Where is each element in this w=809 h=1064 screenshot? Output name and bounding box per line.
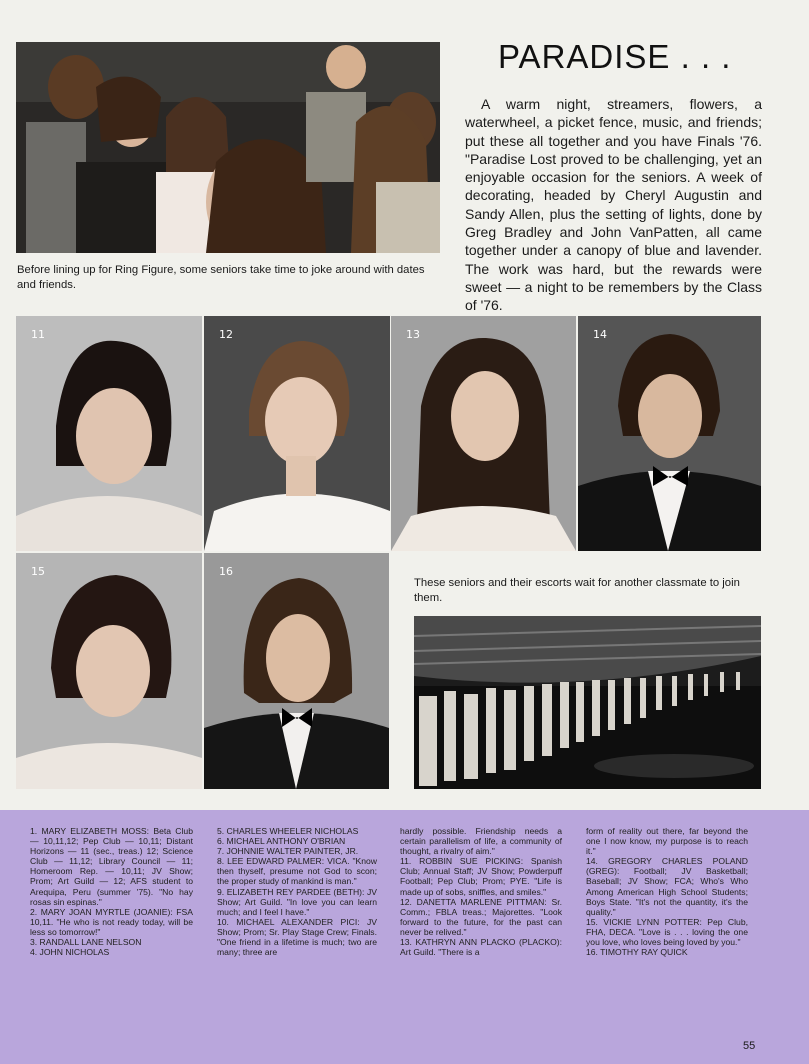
bio-column-2 xyxy=(217,826,377,957)
bio-entry: 14. GREGORY CHARLES POLAND (GREG): Football; JV Basketball; Baseball; JV Show; FCA; Who's Who Among American High School Students; Boys State. "It's not the quantity, it's the quality." xyxy=(586,856,748,917)
bio-column-3 xyxy=(400,826,562,957)
bio-entry: form of reality out there, far beyond the one I now know, my purpose is to reach it." xyxy=(586,826,748,857)
bio-column-1 xyxy=(30,826,193,957)
portrait-16 xyxy=(204,553,389,789)
bio-entry: 11. ROBBIN SUE PICKING: Spanish Club; Annual Staff; JV Show; Powderpuff Football; Pep Club; Prom; PYE. "Life is made up of sobs, sniffles, and smiles." xyxy=(400,856,562,897)
bio-entry: 6. MICHAEL ANTHONY O'BRIAN xyxy=(217,836,346,847)
bio-entry: 5. CHARLES WHEELER NICHOLAS xyxy=(217,826,359,836)
portrait-number: 15 xyxy=(31,565,45,578)
portrait-number: 16 xyxy=(219,565,233,578)
bio-entry: 16. TIMOTHY RAY QUICK xyxy=(586,947,688,958)
bio-entry: 8. LEE EDWARD PALMER: VICA. "Know then thyself, presume not God to scon; the proper study of mankind is man." xyxy=(217,856,377,887)
bio-entry: 9. ELIZABETH REY PARDEE (BETH): JV Show; Art Guild. "In love you can learn much; and I feel I have." xyxy=(217,886,377,917)
page-number: 55 xyxy=(743,1040,756,1052)
dance-photo-caption: These seniors and their escorts wait for another classmate to join them. xyxy=(414,577,740,604)
bio-entry: hardly possible. Friendship needs a certain parallelism of life, a community of thought, a rivalry of aim." xyxy=(400,826,562,857)
portrait-number: 14 xyxy=(593,328,607,341)
page-title: PARADISE . . . xyxy=(498,38,732,75)
portrait-14 xyxy=(578,316,761,551)
bio-entry: 7. JOHNNIE WALTER PAINTER, JR. xyxy=(217,846,359,857)
ring-figure-caption: Before lining up for Ring Figure, some seniors take time to joke around with dates and friends. xyxy=(17,264,425,291)
bio-entry: 3. RANDALL LANE NELSON xyxy=(30,937,142,948)
portrait-number: 12 xyxy=(219,328,233,341)
portrait-number: 11 xyxy=(31,328,45,341)
bio-entry: 1. MARY ELIZABETH MOSS: Beta Club — 10,11,12; Pep Club — 10,11; Distant Horizons — 11 (sec., treas.) 12; Science Club — 11,12; Library Council — 11; Homeroom Rep. — 10,11; JV Show; Prom; Art Guild — 12; AFS student to Arequipa, Peru (summer '75). "No hay rosas sin espinas." xyxy=(30,826,193,907)
portrait-15 xyxy=(16,553,202,789)
bio-entry: 10. MICHAEL ALEXANDER PICI: JV Show; Prom; Sr. Play Stage Crew; Finals. "One friend in a lifetime is much; two are many; three are xyxy=(217,916,377,958)
bio-entry: 12. DANETTA MARLENE PITTMAN: Sr. Comm.; FBLA treas.; Majorettes. "Look forward to the future, for the past can never be relived." xyxy=(400,896,562,937)
bio-entry: 4. JOHN NICHOLAS xyxy=(30,947,110,958)
bio-entry: 15. VICKIE LYNN POTTER: Pep Club, FHA, DECA. "Love is . . . loving the one you love, who loves being loved by you." xyxy=(586,916,748,948)
portrait-11 xyxy=(16,316,202,551)
bio-column-4 xyxy=(586,826,748,957)
portrait-13 xyxy=(391,316,576,551)
ring-figure-photo xyxy=(16,42,440,253)
portrait-number: 13 xyxy=(406,328,420,341)
bio-entry: 2. MARY JOAN MYRTLE (JOANIE): FSA 10,11. "He who is not ready today, will be less so tomorrow!" xyxy=(30,906,193,937)
bio-entry: 13. KATHRYN ANN PLACKO (PLACKO): Art Guild. "There is a xyxy=(400,937,562,958)
dance-floor-photo xyxy=(414,616,761,789)
portrait-12 xyxy=(204,316,390,551)
article-body: A warm night, streamers, flowers, a waterwheel, a picket fence, music, and friends; put these all together and you have Finals '76. "Paradise Lost proved to be challenging, yet an enjoyable occasion for the seniors. A week of decorating, headed by Cheryl Augustin and Sandy Allen, plus the setting of lights, done by Greg Bradley and John VanPatten, all came together under a canopy of blue and lavender. The work was hard, but the rewards were sweet — a night to be remembers by the Class of '76. xyxy=(465,96,762,314)
